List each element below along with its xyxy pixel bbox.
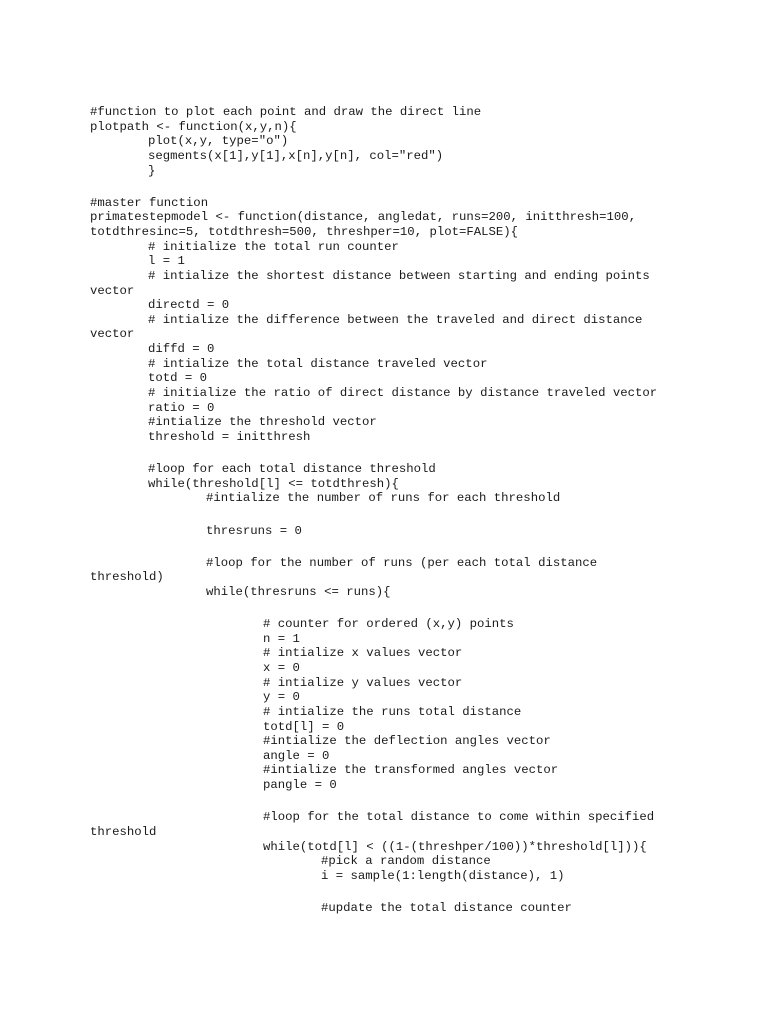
code-line: while(thresruns <= runs){ [206, 584, 391, 599]
code-line: totd = 0 [148, 371, 208, 386]
code-line: #loop for the total distance to come within specified [263, 810, 655, 825]
code-line: i = sample(1:length(distance), 1) [321, 868, 565, 883]
code-line: angle = 0 [263, 748, 330, 763]
code-line: #master function [90, 195, 209, 210]
code-line: n = 1 [263, 631, 300, 646]
code-line: totd[l] = 0 [263, 719, 345, 734]
code-line: # initialize the total run counter [148, 239, 399, 254]
code-listing [90, 105, 730, 916]
blank-line [90, 445, 730, 463]
code-line: diffd = 0 [148, 342, 215, 357]
code-line: threshold) [90, 570, 164, 585]
code-line: #update the total distance counter [321, 900, 572, 915]
code-line: #loop for the number of runs (per each total distance [206, 555, 598, 570]
code-line: # counter for ordered (x,y) points [263, 617, 514, 632]
code-line: #intialize the number of runs for each threshold [206, 491, 561, 506]
code-line: x = 0 [263, 661, 300, 675]
code-line: # intialize the runs total distance [263, 704, 522, 719]
code-line: # intialize x values vector [263, 646, 463, 661]
code-line: threshold [90, 824, 157, 839]
code-line: } [148, 163, 156, 178]
code-line: totdthresinc=5, totdthresh=500, threshper=10, plot=FALSE){ [90, 224, 519, 239]
code-line: primatestepmodel <- function(distance, angledat, runs=200, initthresh=100, [90, 210, 637, 225]
blank-line [90, 793, 730, 811]
code-line: #loop for each total distance threshold [148, 462, 436, 477]
blank-line [90, 178, 730, 196]
code-line: # intialize the total distance traveled vector [148, 356, 488, 371]
code-line: directd = 0 [148, 298, 230, 313]
code-line: vector [90, 327, 135, 342]
code-line: pangle = 0 [263, 778, 337, 793]
code-line: thresruns = 0 [206, 523, 302, 538]
blank-line [90, 506, 730, 524]
code-line: plot(x,y, type="o") [148, 134, 289, 149]
code-line: #pick a random distance [321, 854, 491, 869]
code-line: #intialize the deflection angles vector [263, 734, 551, 749]
code-line: # intialize the shortest distance between starting and ending points [148, 268, 650, 283]
code-line: l = 1 [148, 254, 185, 269]
code-line: vector [90, 283, 135, 298]
code-line: while(threshold[l] <= totdthresh){ [148, 476, 399, 491]
code-line: plotpath <- function(x,y,n){ [90, 119, 297, 134]
code-line: # initialize the ratio of direct distance by distance traveled vector [148, 386, 658, 401]
code-line: #intialize the transformed angles vector [263, 763, 559, 778]
code-line: y = 0 [263, 690, 300, 705]
code-line: # intialize the difference between the traveled and direct distance [148, 312, 643, 327]
code-line: # intialize y values vector [263, 675, 463, 690]
code-line: ratio = 0 [148, 400, 215, 415]
code-line: #intialize the threshold vector [148, 415, 377, 430]
blank-line [90, 600, 730, 618]
code-line: threshold = initthresh [148, 429, 311, 444]
code-line: while(totd[l] < ((1-(threshper/100))*threshold[l])){ [263, 839, 647, 854]
code-line: #function to plot each point and draw the direct line [90, 105, 482, 119]
blank-line [90, 883, 730, 901]
blank-line [90, 538, 730, 556]
code-line: segments(x[1],y[1],x[n],y[n], col="red") [148, 148, 444, 163]
